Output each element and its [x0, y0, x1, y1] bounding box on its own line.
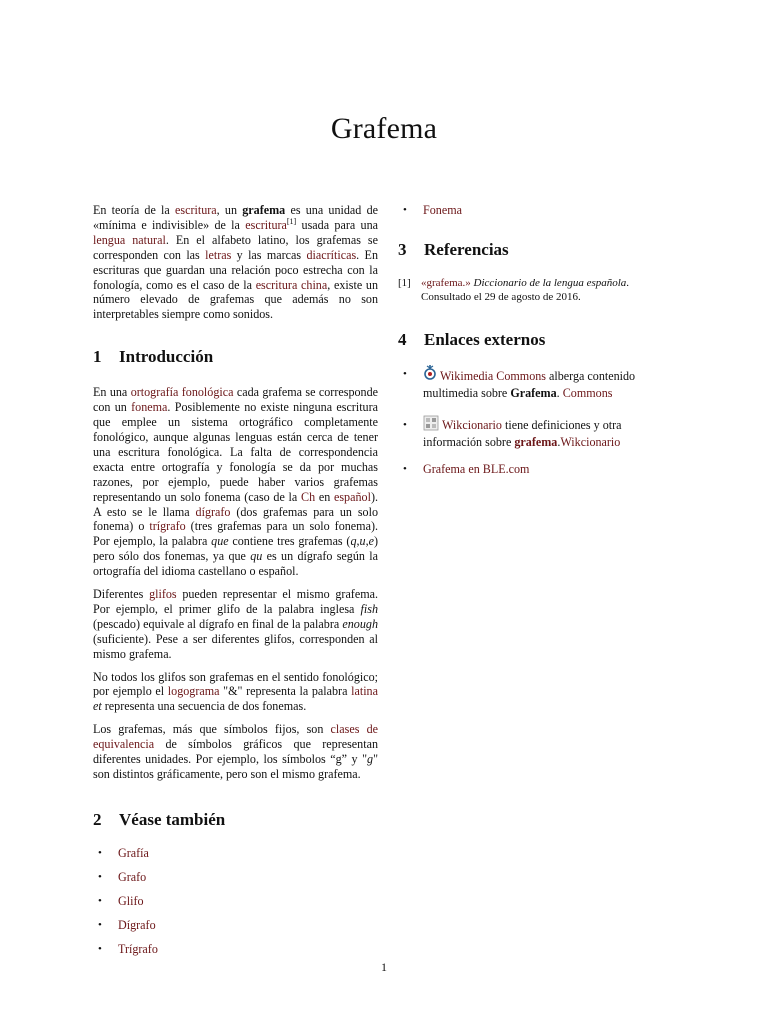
page-title: Grafema	[330, 112, 438, 145]
link-grafema-wikcionario[interactable]: grafema	[514, 434, 558, 449]
see-also-list	[93, 846, 378, 957]
link-ortografia-fonologica[interactable]: ortografía fonológica	[130, 385, 234, 400]
link-grafia[interactable]: Grafía	[118, 845, 149, 860]
link-trigrafo[interactable]: trígrafo	[149, 519, 186, 534]
right-column	[398, 203, 676, 476]
link-escritura-china[interactable]: escritura china	[255, 277, 328, 292]
list-item: • Trígrafo	[98, 941, 158, 956]
citation-1[interactable]: [1]	[286, 216, 297, 226]
link-fonema[interactable]: fonema	[131, 400, 168, 415]
section-heading-referencias: 3 Referencias	[398, 239, 509, 259]
link-digrafo-2[interactable]: Dígrafo	[118, 917, 156, 932]
list-item: • Glifo	[98, 893, 144, 908]
link-letras[interactable]: letras	[205, 247, 232, 262]
link-commons[interactable]: Commons	[562, 385, 613, 400]
link-lengua-natural[interactable]: lengua natural	[93, 232, 166, 247]
link-espanol[interactable]: español	[333, 489, 371, 504]
list-item: • Dígrafo	[98, 917, 156, 932]
intro-paragraph-2: Diferentes glifos pueden representar el mismo grafema. Por ejemplo, el primer glifo de la palabra inglesa fish (pescado) equivale al dígrafo en final de la palabra enough (suficiente). Pese a ser diferentes glifos, corresponden al mismo grafema.	[93, 587, 379, 661]
link-escritura[interactable]: escritura	[175, 203, 217, 217]
link-escritura-2[interactable]: escritura	[245, 217, 287, 232]
link-fonema-2[interactable]: Fonema	[423, 203, 462, 217]
wikimedia-commons-icon	[423, 364, 437, 386]
reference-source: Diccionario de la lengua española	[473, 276, 627, 289]
list-item: • Grafía	[98, 845, 149, 860]
section-heading-enlaces-externos: 4 Enlaces externos	[398, 329, 546, 349]
reference-item: [1] «grafema.» Diccionario de la lengua española. Consultado el 29 de agosto de 2016.	[398, 276, 630, 303]
see-also-list-continued	[398, 203, 676, 218]
intro-paragraph: En teoría de la escritura, un grafema es una unidad de «mínima e indivisible» de la escritura[1] usada para una lengua natural. En el alfabeto latino, los grafemas se corresponden con las letras y las marcas diacríticas. En escrituras que guardan una relación poco estrecha con la fonología, como es el caso de la escritura china, existe un número elevado de grafemas que además no son interpretables siempre como sonidos.	[93, 203, 378, 322]
external-links-list	[398, 364, 676, 477]
page-number: 1	[381, 960, 387, 974]
link-trigrafo-2[interactable]: Trígrafo	[118, 941, 158, 956]
link-grafo[interactable]: Grafo	[118, 869, 147, 884]
link-ch[interactable]: Ch	[301, 489, 316, 504]
link-digrafo[interactable]: dígrafo	[195, 504, 231, 519]
intro-paragraph-3: No todos los glifos son grafemas en el sentido fonológico; por ejemplo el logograma "&" representa la palabra latina et representa una secuencia de dos fonemas.	[93, 669, 378, 714]
link-logograma[interactable]: logograma	[167, 684, 220, 699]
list-item: • Wikimedia Commons alberga contenido multimedia sobre Grafema. Commons	[398, 364, 676, 401]
link-grafema-ble[interactable]: Grafema en BLE.com	[423, 461, 530, 476]
link-wikimedia-commons[interactable]: Wikimedia Commons	[440, 368, 546, 383]
link-grafema-dle[interactable]: «grafema.»	[421, 276, 471, 289]
link-glifos[interactable]: glifos	[149, 587, 177, 602]
list-item: • Fonema	[403, 203, 462, 217]
section-heading-introduccion: 1 Introducción	[93, 347, 214, 367]
intro-paragraph-4: Los grafemas, más que símbolos fijos, son clases de equivalencia de símbolos gráficos que representan diferentes unidades. Por ejemplo, los símbolos “g” y "g" son distintos gráficamente, pero son el mismo grafema.	[93, 722, 378, 781]
link-wikcionario-2[interactable]: Wikcionario	[560, 434, 621, 449]
intro-paragraph-1: En una ortografía fonológica cada grafema se corresponde con un fonema. Posiblemente no existe ninguna escritura que emplee un sistema ortográfico completamente fonológico, aunque algunas lenguas están cerca de tener una escritura fonológica. La falta de correspondencia exacta entre ortografía y fonología se da por muchas razones, por ejemplo, puede haber varios grafemas representando un solo fonema (caso de la Ch en español). A esto se le llama dígrafo (dos grafemas para un solo fonema) o trígrafo (tres grafemas para un solo fonema). Por ejemplo, la palabra que contiene tres grafemas (q,u,e) pero sólo dos fonemas, ya que qu es un dígrafo según la ortografía del idioma castellano o español.	[93, 385, 378, 579]
list-item: • Grafo	[98, 869, 147, 884]
left-column	[93, 203, 378, 956]
link-glifo[interactable]: Glifo	[118, 893, 144, 908]
bold-grafema: grafema	[242, 203, 286, 217]
link-wikcionario[interactable]: Wikcionario	[442, 417, 502, 432]
list-item: • Grafema en BLE.com	[403, 461, 530, 476]
link-diacriticas[interactable]: diacríticas	[306, 247, 357, 262]
link-clases-de-equivalencia[interactable]: clases de equivalencia	[93, 722, 378, 752]
link-latina[interactable]: latina	[351, 684, 378, 699]
wiktionary-icon	[423, 415, 439, 435]
section-heading-vease-tambien: 2 Véase también	[93, 809, 226, 829]
list-item: • Wikcionario tiene definiciones y otra información sobre grafema.Wikcionario	[398, 415, 676, 450]
